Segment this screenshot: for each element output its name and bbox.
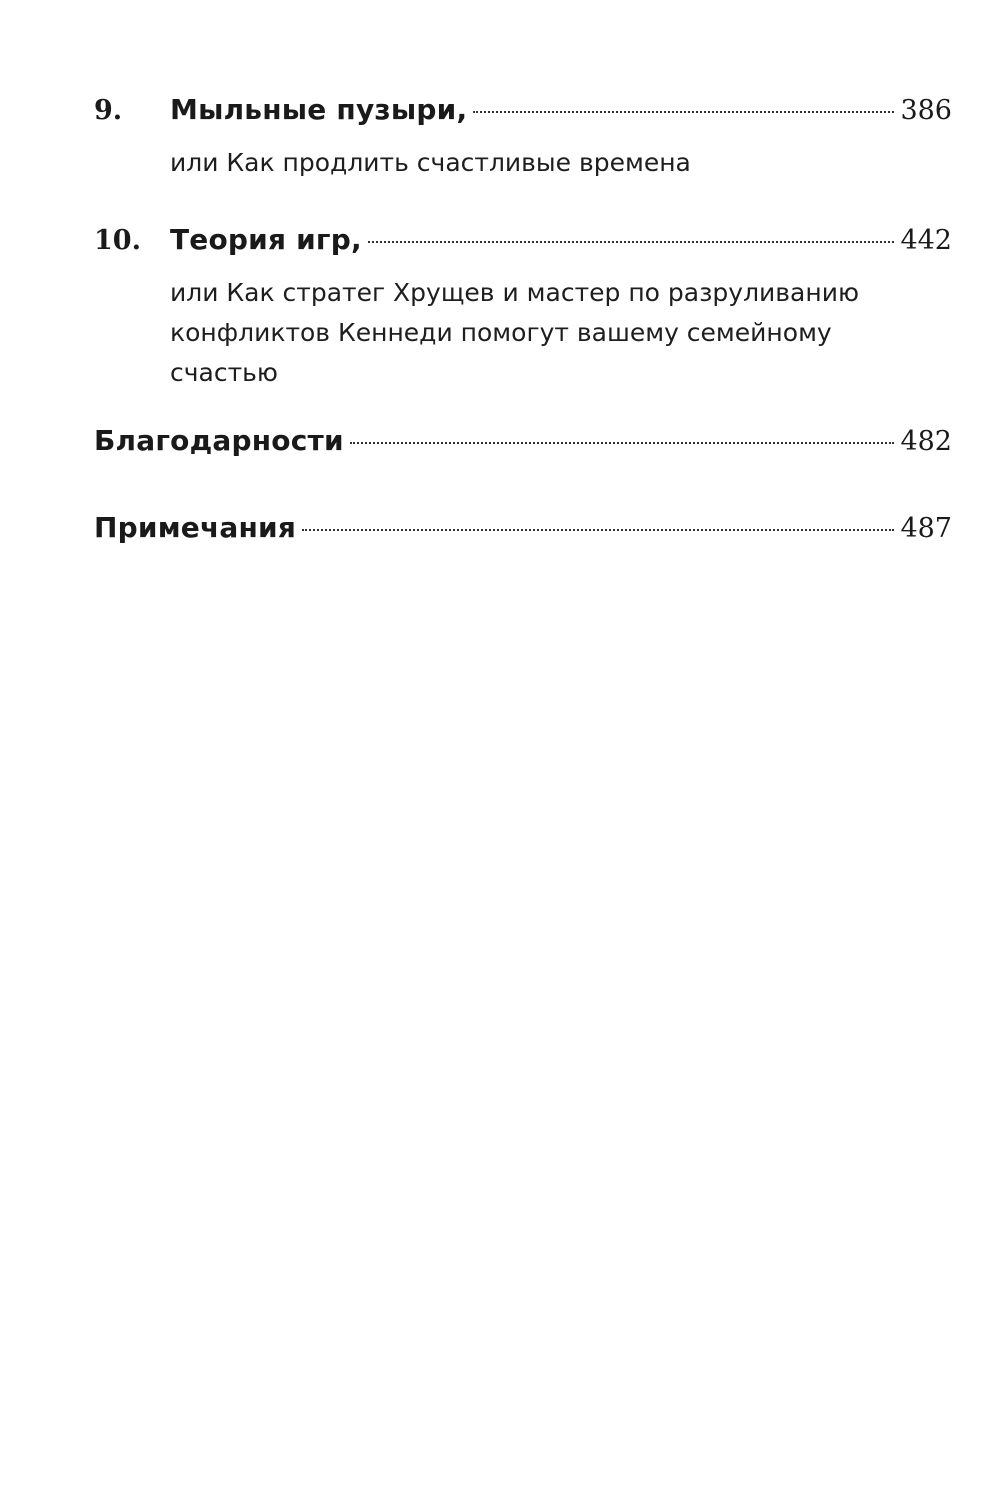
toc-entry-line <box>170 223 952 256</box>
dot-leader <box>368 241 895 243</box>
toc-entry-line <box>94 511 952 544</box>
chapter-number: 9. <box>94 95 123 126</box>
dot-leader <box>473 111 894 113</box>
chapter-number: 10. <box>94 225 141 256</box>
toc-entry-line <box>170 93 952 126</box>
section-title: Примечания <box>94 511 297 544</box>
chapter-title: Мыльные пузыри, <box>170 93 468 126</box>
dot-leader <box>302 529 894 531</box>
chapter-subtitle: или Как стратег Хрущев и мастер по разруливанию конфликтов Кеннеди помогут вашему семейному счастью <box>170 278 859 387</box>
page-number: 386 <box>900 95 952 126</box>
chapter-subtitle: или Как продлить счастливые времена <box>170 148 691 177</box>
page-number: 482 <box>900 426 952 457</box>
toc-entry-line <box>94 424 952 457</box>
section-title: Благодарности <box>94 424 344 457</box>
dot-leader <box>350 442 895 444</box>
chapter-title: Теория игр, <box>170 223 362 256</box>
page-number: 487 <box>900 513 952 544</box>
page-number: 442 <box>900 225 952 256</box>
